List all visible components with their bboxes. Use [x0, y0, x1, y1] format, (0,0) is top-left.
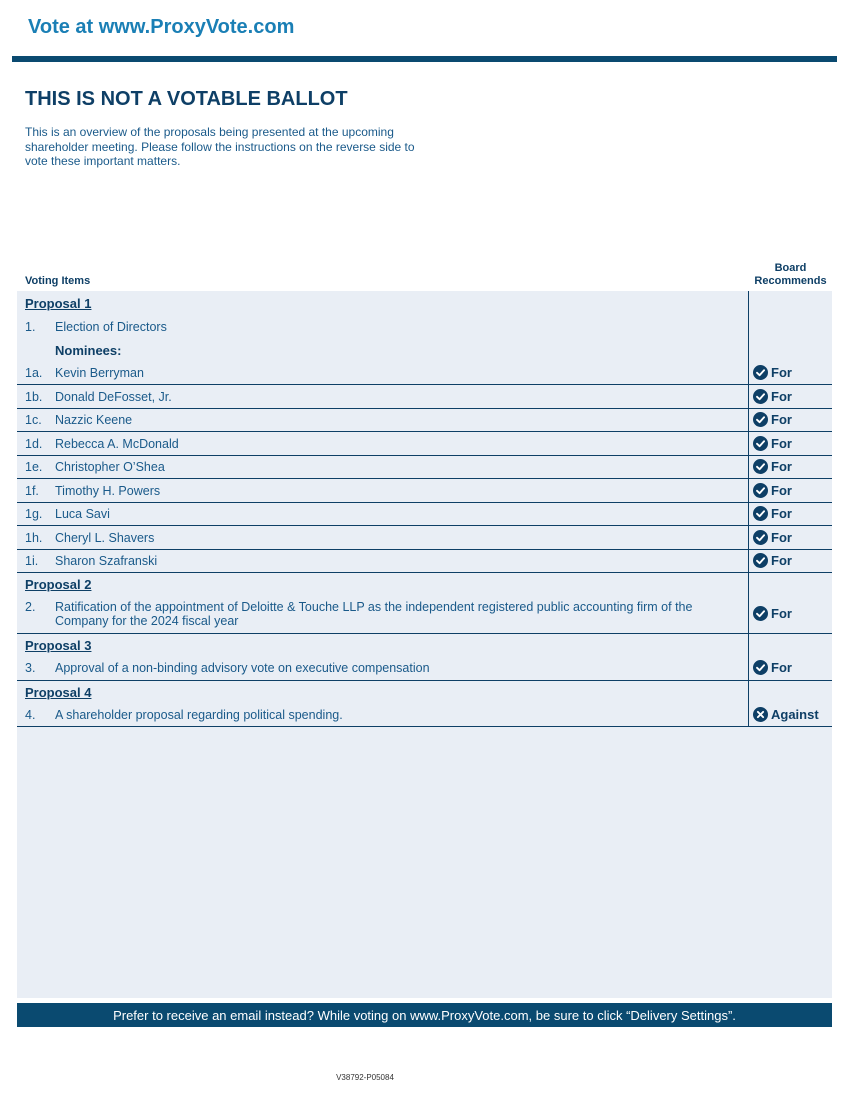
nominee-number: 1c. — [25, 413, 42, 427]
proposal-1-text: Election of Directors — [55, 320, 167, 334]
check-circle-icon — [753, 553, 768, 568]
recommendation-label: For — [771, 660, 792, 675]
proposal-2-text-line1: Ratification of the appointment of Deloitte & Touche LLP as the independent registered public accounting firm of the — [55, 600, 693, 614]
nominee-name: Rebecca A. McDonald — [55, 436, 179, 451]
recommendation-label: For — [771, 506, 792, 521]
column-header-line2: Recommends — [754, 275, 827, 287]
row-divider — [17, 478, 832, 479]
nominee-recommendation — [753, 412, 792, 427]
proposal-2-recommendation — [753, 606, 792, 621]
nominee-recommendation — [753, 459, 792, 474]
check-circle-icon — [753, 389, 768, 404]
recommendation-label: For — [771, 388, 792, 404]
recommendation-label: For — [771, 553, 792, 568]
check-circle-icon — [753, 606, 768, 621]
recommendation-label: Against — [771, 707, 819, 722]
vote-url-title: Vote at www.ProxyVote.com — [28, 16, 295, 38]
column-header-voting-items: Voting Items — [25, 275, 91, 287]
nominee-name: Christopher O’Shea — [55, 460, 165, 474]
header-rule — [12, 56, 837, 62]
recommendation-label: For — [771, 482, 792, 498]
check-circle-icon — [753, 412, 768, 427]
check-circle-icon — [753, 436, 768, 451]
row-divider — [17, 384, 832, 385]
nominee-name: Donald DeFosset, Jr. — [55, 389, 172, 404]
proposal-2-number: 2. — [25, 600, 36, 614]
nominees-label: Nominees: — [55, 343, 122, 358]
nominee-number: 1d. — [25, 436, 43, 451]
nominee-number: 1f. — [25, 483, 39, 498]
proposal-3-number: 3. — [25, 661, 36, 675]
recommendation-label: For — [771, 459, 792, 474]
recommendation-label: For — [771, 529, 792, 545]
check-circle-icon — [753, 459, 768, 474]
row-divider — [17, 525, 832, 526]
nominee-recommendation — [753, 365, 792, 380]
nominee-number: 1b. — [25, 389, 43, 404]
nominee-number: 1a. — [25, 366, 43, 380]
row-divider — [17, 680, 832, 681]
check-circle-icon — [753, 660, 768, 675]
nominee-number: 1g. — [25, 507, 43, 521]
recommendation-label: For — [771, 606, 792, 621]
nominee-recommendation — [753, 389, 792, 404]
page-title: THIS IS NOT A VOTABLE BALLOT — [25, 88, 348, 110]
nominee-recommendation — [753, 483, 792, 498]
document-code: V38792-P05084 — [336, 1073, 394, 1082]
row-divider — [17, 633, 832, 634]
proposal-3-text: Approval of a non-binding advisory vote on executive compensation — [55, 661, 430, 675]
row-divider — [17, 455, 832, 456]
proposal-4-text: A shareholder proposal regarding political spending. — [55, 708, 343, 722]
row-divider — [17, 549, 832, 550]
proposal-2-text — [55, 600, 745, 628]
x-circle-icon — [753, 707, 768, 722]
nominee-recommendation — [753, 553, 792, 568]
column-header-board-recommends — [749, 262, 832, 288]
check-circle-icon — [753, 530, 768, 545]
recommendation-label: For — [771, 412, 792, 427]
row-divider — [17, 726, 832, 727]
check-circle-icon — [753, 483, 768, 498]
proposal-4-heading: Proposal 4 — [25, 685, 92, 700]
row-divider — [17, 408, 832, 409]
column-divider — [748, 291, 749, 727]
nominee-number: 1h. — [25, 530, 43, 545]
nominee-name: Nazzic Keene — [55, 413, 133, 427]
nominee-recommendation — [753, 436, 792, 451]
nominee-name: Timothy H. Powers — [55, 483, 161, 498]
proposal-2-text-line2: Company for the 2024 fiscal year — [55, 614, 239, 628]
recommendation-label: For — [771, 435, 792, 451]
nominee-recommendation — [753, 530, 792, 545]
proposal-4-number: 4. — [25, 708, 36, 722]
nominee-name: Kevin Berryman — [55, 366, 144, 380]
notice-description: This is an overview of the proposals being presented at the upcoming shareholder meeting. Please follow the instructions on the reverse side to vote these important matters. — [25, 125, 415, 168]
nominee-recommendation — [753, 506, 792, 521]
nominee-name: Luca Savi — [55, 507, 110, 521]
proposal-2-heading: Proposal 2 — [25, 577, 92, 592]
proposal-3-recommendation — [753, 660, 792, 675]
nominee-name: Sharon Szafranski — [55, 554, 158, 568]
check-circle-icon — [753, 365, 768, 380]
nominee-number: 1i. — [25, 554, 39, 568]
proposal-4-recommendation — [753, 707, 819, 722]
row-divider — [17, 502, 832, 503]
proposal-1-heading: Proposal 1 — [25, 296, 92, 311]
column-header-line1: Board — [774, 262, 807, 274]
nominee-number: 1e. — [25, 460, 43, 474]
row-divider — [17, 431, 832, 432]
recommendation-label: For — [771, 365, 792, 380]
proposal-1-number: 1. — [25, 320, 36, 334]
check-circle-icon — [753, 506, 768, 521]
row-divider — [17, 572, 832, 573]
nominee-name: Cheryl L. Shavers — [55, 530, 155, 545]
delivery-settings-banner: Prefer to receive an email instead? While voting on www.ProxyVote.com, be sure to click “Delivery Settings”. — [17, 1003, 832, 1027]
proposal-3-heading: Proposal 3 — [25, 638, 92, 653]
